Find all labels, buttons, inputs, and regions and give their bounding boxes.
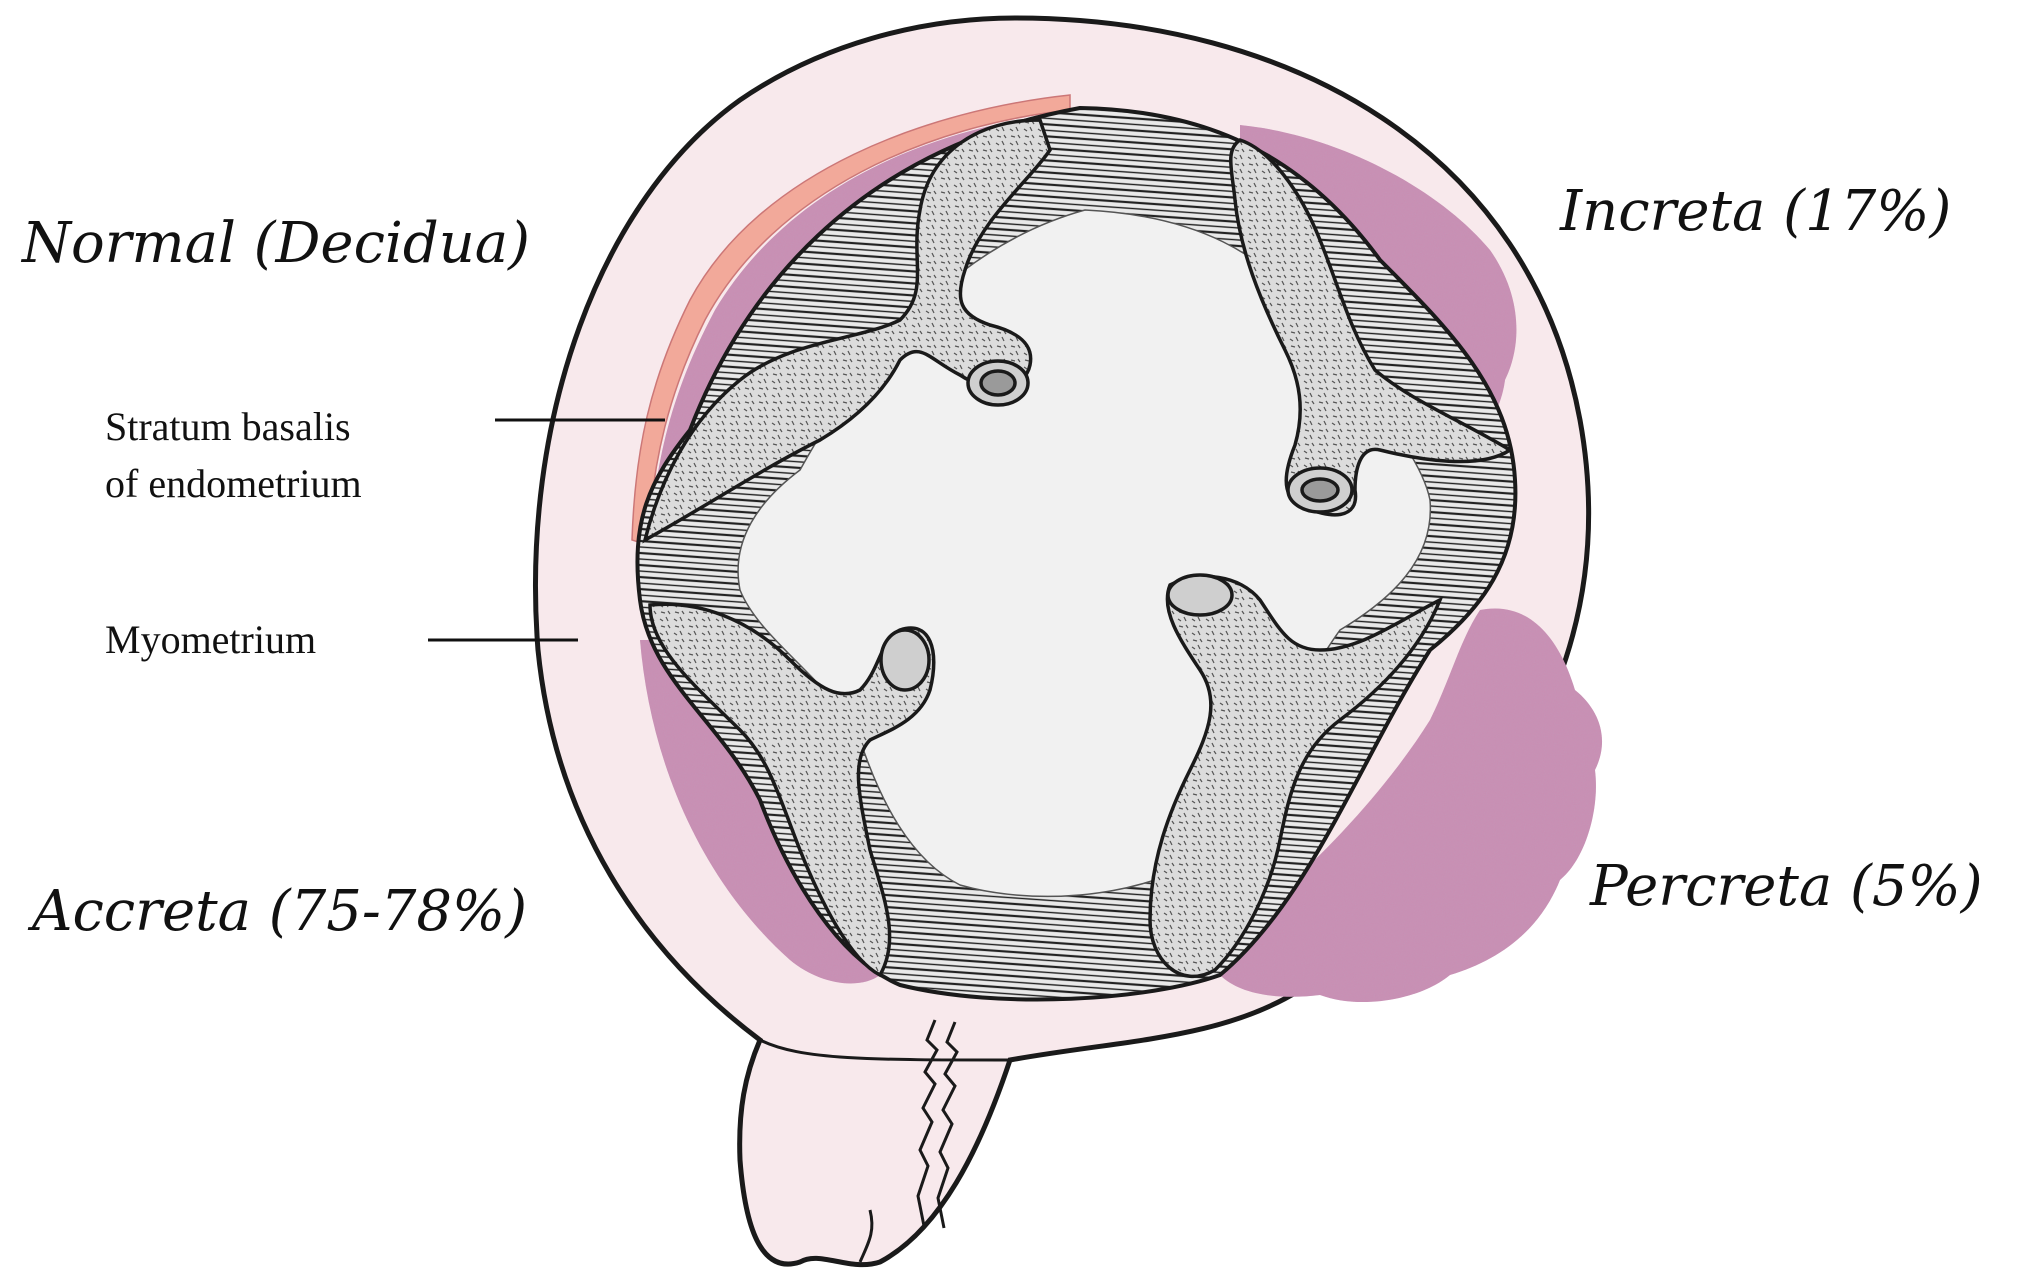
label-of-endometrium: of endometrium [105,461,362,506]
villus-lower-right-tip [1168,575,1232,615]
label-stratum-basalis: Stratum basalis [105,404,351,449]
label-percreta: Percreta (5%) [1590,854,1983,919]
label-accreta: Accreta (75-78%) [32,879,528,944]
label-normal-decidua: Normal (Decidua) [22,211,530,276]
label-myometrium: Myometrium [105,617,317,662]
label-increta: Increta (17%) [1560,179,1952,244]
villus-lower-left-tip [881,630,929,690]
